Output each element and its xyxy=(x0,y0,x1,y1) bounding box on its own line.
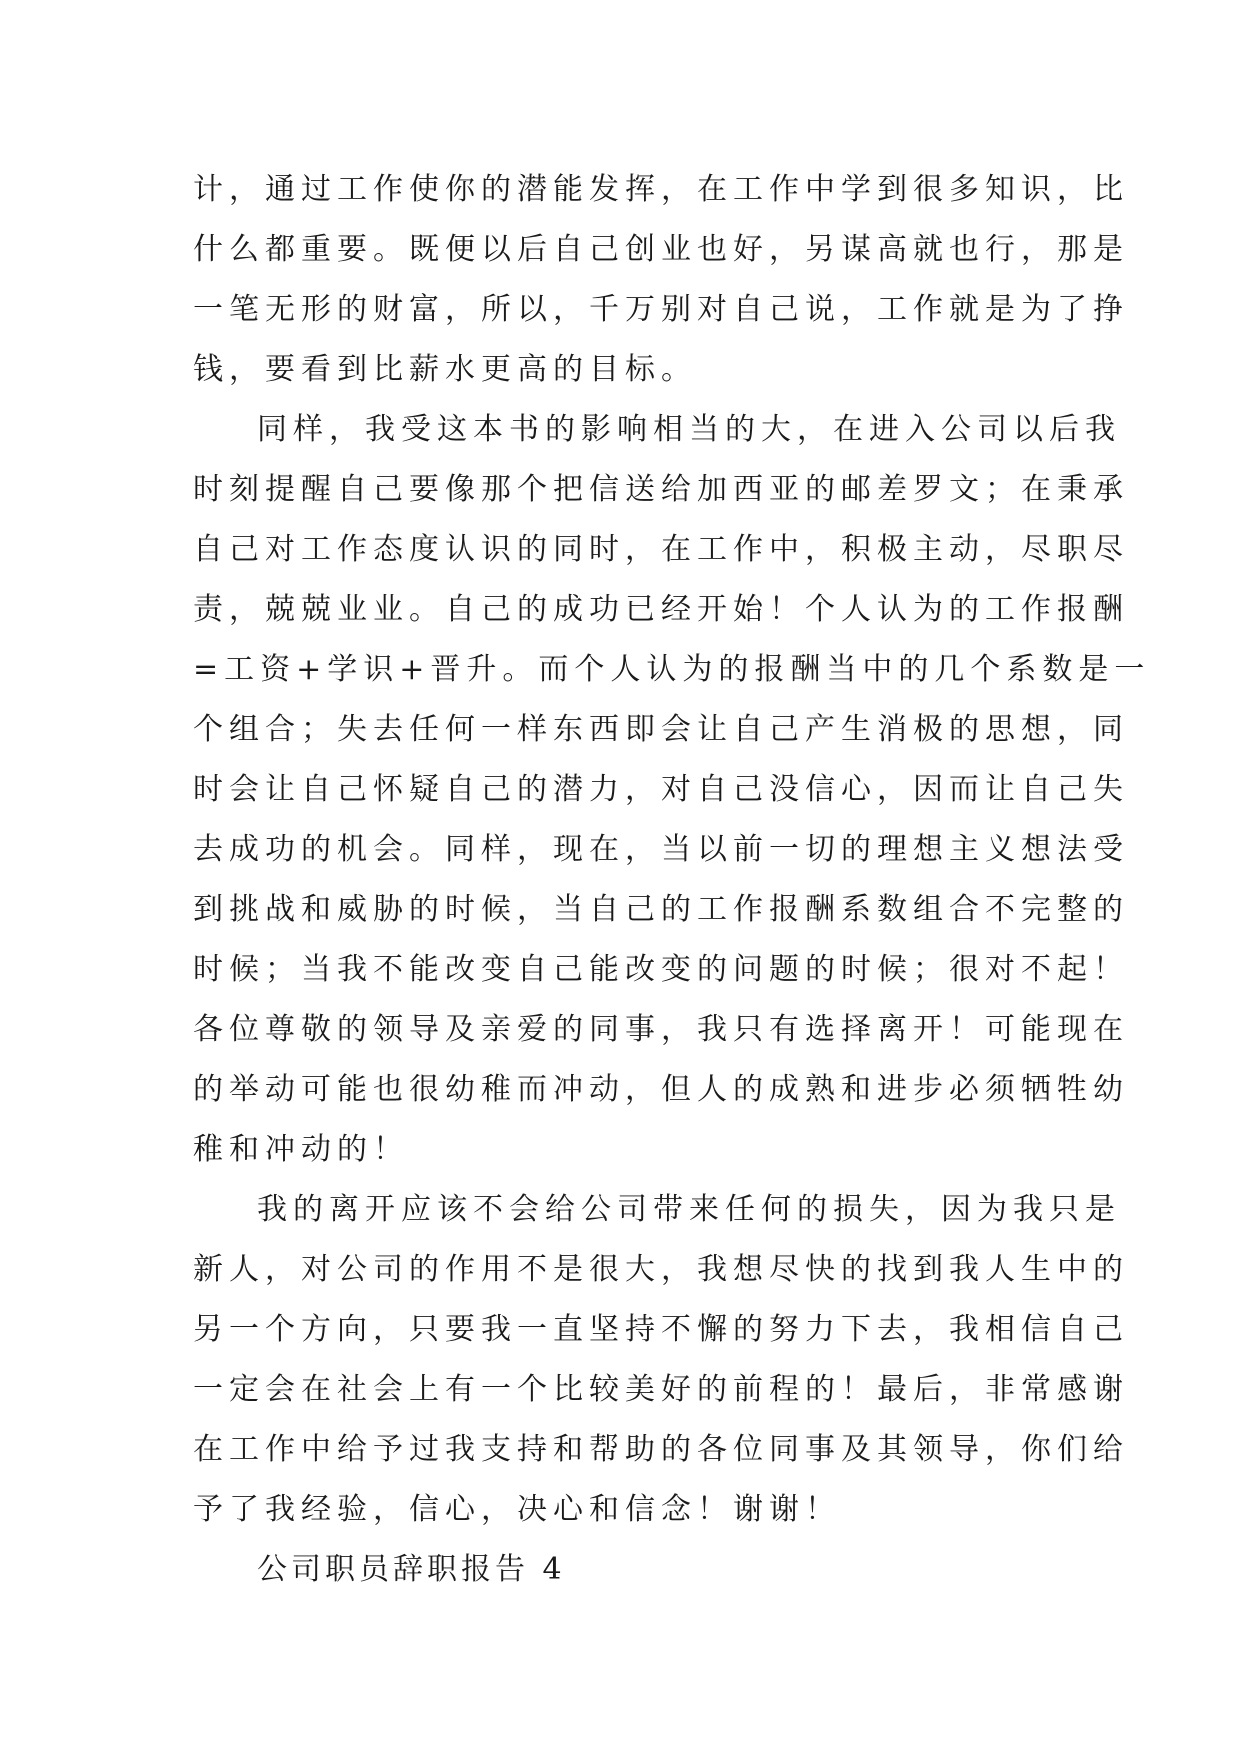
text-line: 到挑战和威胁的时候，当自己的工作报酬系数组合不完整的 xyxy=(193,892,1129,927)
paragraph-3 xyxy=(193,1180,1129,1540)
text-line: 个组合；失去任何一样东西即会让自己产生消极的思想，同 xyxy=(193,712,1129,747)
text-line: 在工作中给予过我支持和帮助的各位同事及其领导，你们给 xyxy=(193,1432,1129,1467)
document-body xyxy=(193,160,1151,1600)
paragraph-2 xyxy=(193,400,1151,1180)
text-line: 时会让自己怀疑自己的潜力，对自己没信心，因而让自己失 xyxy=(193,772,1129,807)
text-line: 的举动可能也很幼稚而冲动，但人的成熟和进步必须牺牲幼 xyxy=(193,1072,1129,1107)
text-line: 新人，对公司的作用不是很大，我想尽快的找到我人生中的 xyxy=(193,1252,1129,1287)
text-line: 予了我经验，信心，决心和信念！谢谢！ xyxy=(193,1492,841,1527)
text-line: 什么都重要。既便以后自己创业也好，另谋高就也行，那是 xyxy=(193,232,1129,267)
text-line: 各位尊敬的领导及亲爱的同事，我只有选择离开！可能现在 xyxy=(193,1012,1129,1047)
section-heading: 公司职员辞职报告 4 xyxy=(257,1552,566,1587)
text-line: 责，兢兢业业。自己的成功已经开始！个人认为的工作报酬 xyxy=(193,592,1129,627)
text-line: =工资+学识+晋升。而个人认为的报酬当中的几个系数是一 xyxy=(193,652,1151,687)
text-line: 我的离开应该不会给公司带来任何的损失，因为我只是 xyxy=(257,1192,1121,1227)
text-line: 一笔无形的财富，所以，千万别对自己说，工作就是为了挣 xyxy=(193,292,1129,327)
paragraph-1 xyxy=(193,160,1129,400)
text-line: 计，通过工作使你的潜能发挥，在工作中学到很多知识，比 xyxy=(193,172,1129,207)
text-line: 钱，要看到比薪水更高的目标。 xyxy=(193,352,697,387)
text-line: 另一个方向，只要我一直坚持不懈的努力下去，我相信自己 xyxy=(193,1312,1129,1347)
text-line: 时候；当我不能改变自己能改变的问题的时候；很对不起！ xyxy=(193,952,1129,987)
text-line: 时刻提醒自己要像那个把信送给加西亚的邮差罗文；在秉承 xyxy=(193,472,1129,507)
text-line: 同样，我受这本书的影响相当的大，在进入公司以后我 xyxy=(257,412,1121,447)
text-line: 一定会在社会上有一个比较美好的前程的！最后，非常感谢 xyxy=(193,1372,1129,1407)
text-line: 稚和冲动的！ xyxy=(193,1132,409,1167)
text-line: 自己对工作态度认识的同时，在工作中，积极主动，尽职尽 xyxy=(193,532,1129,567)
text-line: 去成功的机会。同样，现在，当以前一切的理想主义想法受 xyxy=(193,832,1129,867)
